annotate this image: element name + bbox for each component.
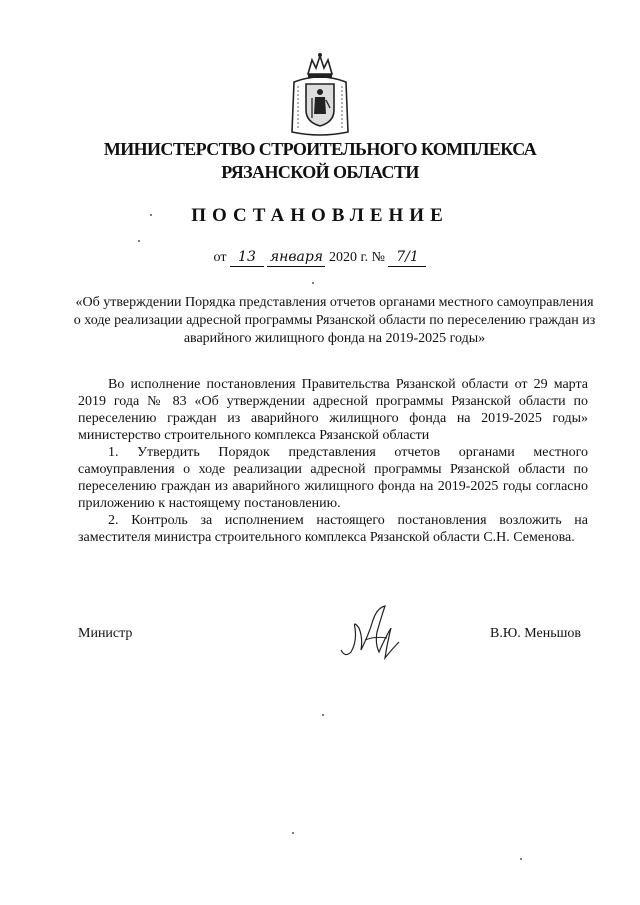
ministry-name-line1: МИНИСТЕРСТВО СТРОИТЕЛЬНОГО КОМПЛЕКСА xyxy=(103,139,537,159)
ministry-name-line2: РЯЗАНСКОЙ ОБЛАСТИ xyxy=(221,162,419,182)
body-paragraph-preamble: Во исполнение постановления Правительства Рязанской области от 29 марта 2019 года № 83 «Об утверждении адресной программы Рязанской области по переселению граждан из аварийного жилищного фонда на 2019-2025 годы» министерство строительного комплекса Рязанской области xyxy=(78,377,588,443)
date-prefix: от xyxy=(213,250,227,265)
scan-speck xyxy=(322,714,324,716)
document-number: 7/1 xyxy=(388,248,426,267)
scan-speck xyxy=(150,214,152,216)
date-year-label: 2020 г. № xyxy=(328,250,385,265)
ryazan-coat-of-arms-icon xyxy=(288,52,352,138)
handwritten-signature xyxy=(335,598,415,666)
scan-speck xyxy=(138,240,140,242)
body-paragraph-item-1: 1. Утвердить Порядок представления отчетов органами местного самоуправления о ходе реализации адресной программы Рязанской области по переселению граждан из аварийного жилищного фонда на 2019-2025 годы согласно приложению к настоящему постановлению. xyxy=(78,445,588,511)
signatory-position: Министр xyxy=(78,626,133,641)
signatory-name: В.Ю. Меньшов xyxy=(490,626,581,641)
document-type-title: ПОСТАНОВЛЕНИЕ xyxy=(191,205,449,226)
date-day: 13 xyxy=(230,248,264,267)
scan-speck xyxy=(312,282,314,284)
body-paragraph-item-2: 2. Контроль за исполнением настоящего постановления возложить на заместителя министра строительного комплекса Рязанской области С.Н. Семенова. xyxy=(78,513,588,545)
date-number-line xyxy=(0,248,640,267)
scan-speck xyxy=(520,858,522,860)
scan-speck xyxy=(292,832,294,834)
date-month: января xyxy=(267,248,325,267)
document-subject: «Об утверждении Порядка представления отчетов органами местного самоуправления о ходе реализации адресной программы Рязанской области по переселению граждан из аварийного жилищного фонда на 2019-2025 годы» xyxy=(73,295,596,346)
document-body xyxy=(78,376,588,546)
